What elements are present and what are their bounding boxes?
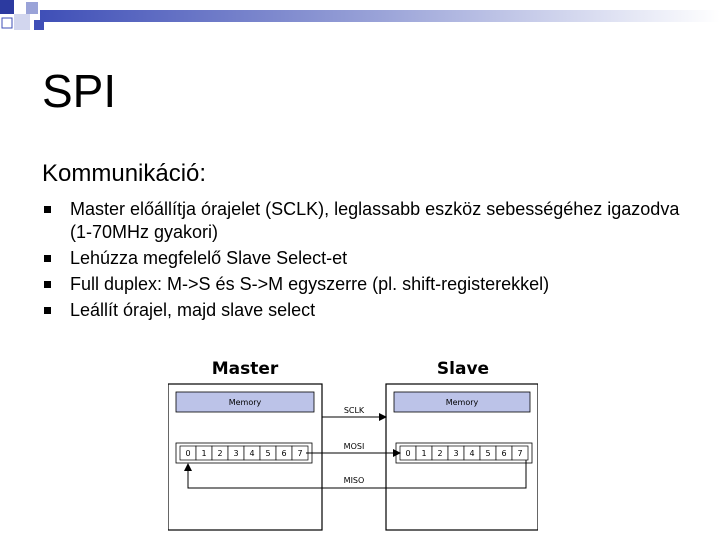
slave-register-bit-label: 4 [469, 449, 475, 458]
slide-subtitle: Kommunikáció: [42, 160, 207, 187]
master-title: Master [211, 359, 279, 379]
master-register-bit-label: 6 [281, 449, 287, 458]
bullet-text: Lehúzza megfelelő Slave Select-et [70, 248, 348, 268]
master-shift-register [176, 443, 312, 463]
slave-register-bit-label: 1 [421, 449, 427, 458]
master-register-bit-label: 3 [233, 449, 239, 458]
slave-register-bit-label: 6 [501, 449, 507, 458]
mosi-label: MOSI [343, 442, 365, 451]
slave-register-bit-label: 5 [485, 449, 491, 458]
bullet-item [42, 198, 682, 244]
header-decoration [0, 0, 720, 50]
slave-register-bit-label: 0 [405, 449, 411, 458]
spi-diagram [168, 352, 538, 532]
slave-register-bit-label: 2 [437, 449, 443, 458]
square-bullet-icon [44, 281, 51, 288]
slave-shift-register [396, 443, 532, 463]
deco-square-2 [14, 14, 30, 30]
master-memory-label: Memory [228, 398, 262, 407]
master-register-bit-label: 1 [201, 449, 207, 458]
master-register-bit-label: 2 [217, 449, 223, 458]
slave-register-bit-label: 3 [453, 449, 459, 458]
square-bullet-icon [44, 307, 51, 314]
slave-register-bit-label: 7 [517, 449, 523, 458]
deco-square-4 [2, 18, 12, 28]
bullet-text: Full duplex: M->S és S->M egyszerre (pl. shift-registerekkel) [70, 274, 550, 294]
slide-title: SPI [42, 65, 117, 117]
square-bullet-icon [44, 255, 51, 262]
slave-title: Slave [436, 359, 490, 379]
miso-label: MISO [343, 476, 365, 485]
master-register-bit-label: 5 [265, 449, 271, 458]
bullet-item [42, 299, 682, 322]
deco-square-1 [0, 0, 14, 14]
deco-square-5 [34, 20, 44, 30]
header-gradient-bar [40, 10, 720, 22]
bullet-list [42, 198, 682, 325]
bullet-text: Master előállítja órajelet (SCLK), leglassabb eszköz sebességéhez igazodva (1-70MHz gyakori) [70, 199, 680, 242]
deco-square-3 [26, 2, 38, 14]
master-register-bit-label: 0 [185, 449, 191, 458]
sclk-label: SCLK [343, 406, 365, 415]
master-register-bit-label: 4 [249, 449, 255, 458]
square-bullet-icon [44, 206, 51, 213]
bullet-item [42, 273, 682, 296]
slave-memory-label: Memory [445, 398, 479, 407]
bullet-text: Leállít órajel, majd slave select [70, 300, 316, 320]
bullet-item [42, 247, 682, 270]
master-register-bit-label: 7 [297, 449, 303, 458]
